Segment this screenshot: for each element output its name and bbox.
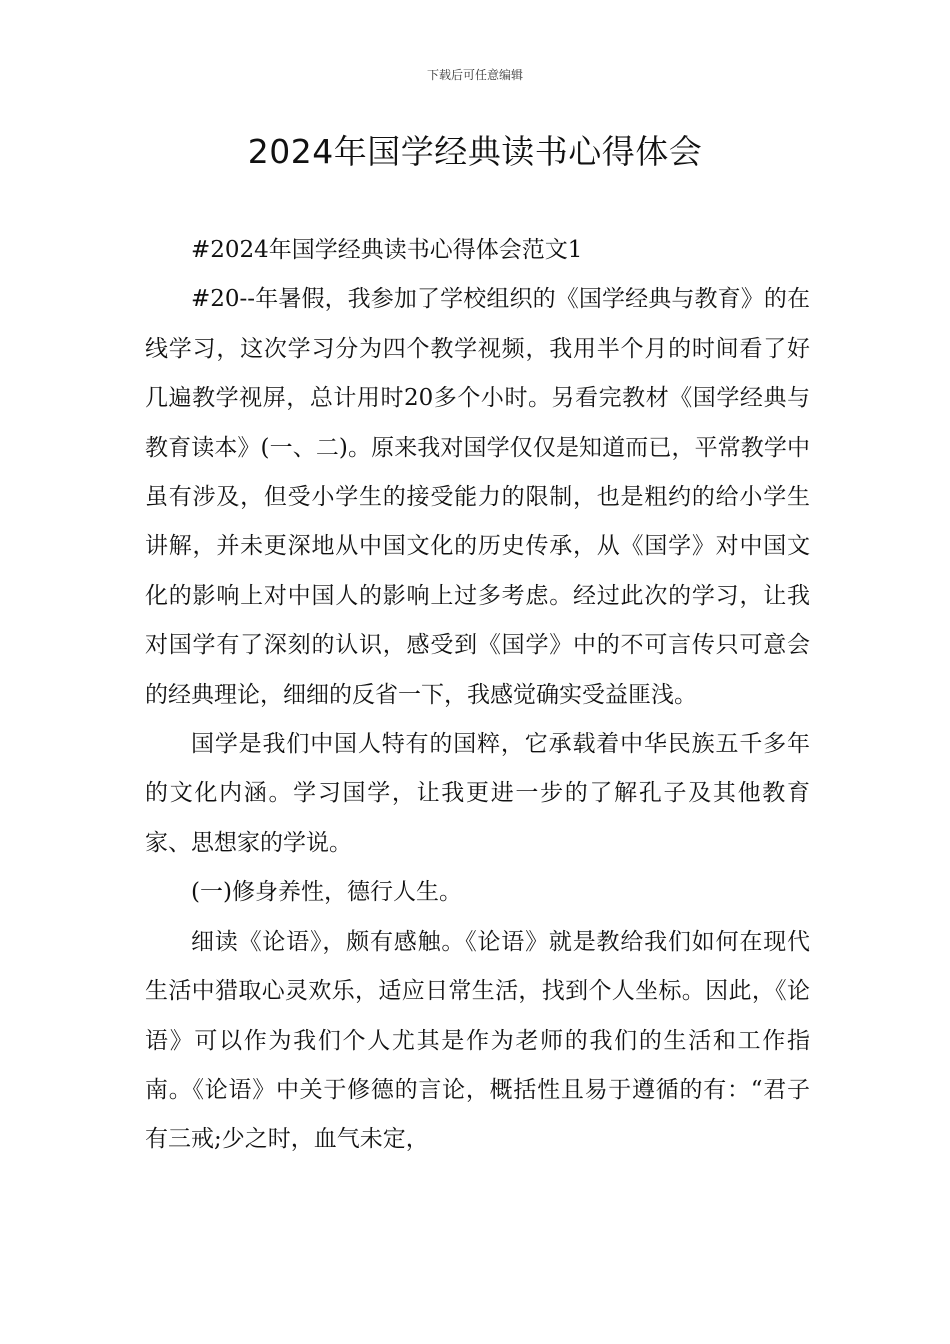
document-body [145,226,810,1165]
paragraph: 国学是我们中国人特有的国粹，它承载着中华民族五千多年的文化内涵。学习国学，让我更进一步的了解孔子及其他教育家、思想家的学说。 [145,731,810,856]
document-title: 2024年国学经典读书心得体会 [247,132,703,171]
header-note: 下载后可任意编辑 [426,68,523,82]
section-heading: (一)修身养性，德行人生。 [191,879,462,906]
paragraph: #20--年暑假，我参加了学校组织的《国学经典与教育》的在线学习，这次学习分为四个教学视频，我用半个月的时间看了好几遍教学视屏，总计用时20多个小时。另看完教材《国学经典与教育读本》(一、二)。原来我对国学仅仅是知道而已，平常教学中虽有涉及，但受小学生的接受能力的限制，也是粗约的给小学生讲解，并未更深地从中国文化的历史传承，从《国学》对中国文化的影响上对中国人的影响上过多考虑。经过此次的学习，让我对国学有了深刻的认识，感受到《国学》中的不可言传只可意会的经典理论，细细的反省一下，我感觉确实受益匪浅。 [145,286,810,708]
paragraph-subtitle: #2024年国学经典读书心得体会范文1 [191,237,583,263]
paragraph: 细读《论语》，颇有感触。《论语》就是教给我们如何在现代生活中猎取心灵欢乐，适应日常生活，找到个人坐标。因此，《论语》可以作为我们个人尤其是作为老师的我们的生活和工作指南。《论语》中关于修德的言论，概括性且易于遵循的有：“君子有三戒;少之时，血气未定， [145,928,810,1153]
